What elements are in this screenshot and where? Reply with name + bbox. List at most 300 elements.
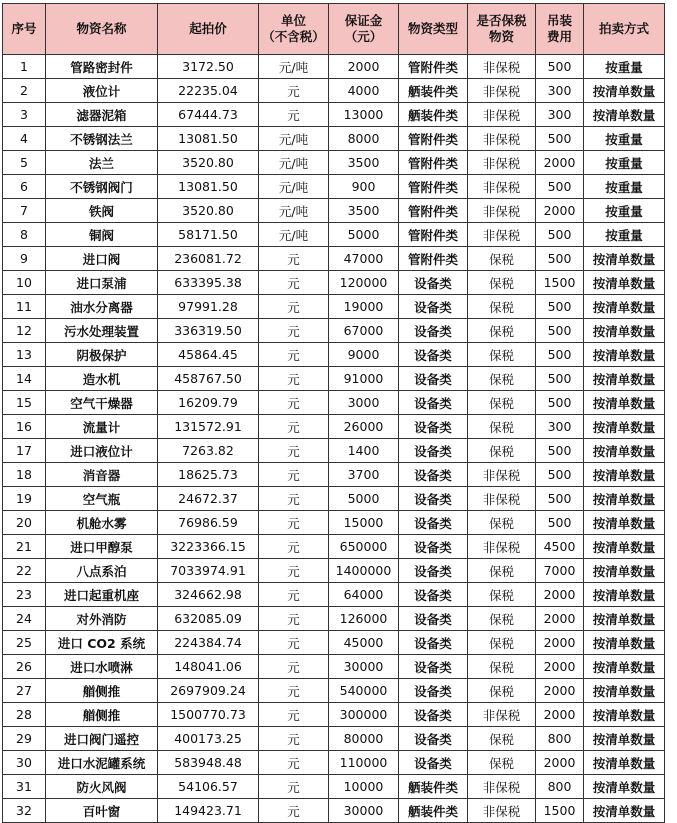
- cell-item-type: 管附件类: [399, 199, 468, 223]
- cell-auction-method: 按清单数量: [584, 703, 665, 727]
- cell-bonded: 非保税: [468, 103, 536, 127]
- table-row: [3, 199, 665, 223]
- table-row: [3, 175, 665, 199]
- cell-lifting-fee: 500: [536, 439, 584, 463]
- cell-start-price: 632085.09: [158, 607, 259, 631]
- cell-auction-method: 按清单数量: [584, 751, 665, 775]
- cell-deposit: 64000: [329, 583, 399, 607]
- cell-item-type: 设备类: [399, 535, 468, 559]
- cell-index: 1: [3, 55, 46, 79]
- cell-lifting-fee: 500: [536, 55, 584, 79]
- cell-deposit: 9000: [329, 343, 399, 367]
- cell-auction-method: 按清单数量: [584, 775, 665, 799]
- cell-start-price: 400173.25: [158, 727, 259, 751]
- cell-lifting-fee: 7000: [536, 559, 584, 583]
- cell-start-price: 3223366.15: [158, 535, 259, 559]
- cell-lifting-fee: 2000: [536, 151, 584, 175]
- cell-deposit: 26000: [329, 415, 399, 439]
- cell-deposit: 300000: [329, 703, 399, 727]
- cell-auction-method: 按清单数量: [584, 271, 665, 295]
- header-item-type: 物资类型: [399, 4, 468, 55]
- cell-bonded: 保税: [468, 559, 536, 583]
- cell-lifting-fee: 500: [536, 295, 584, 319]
- table-row: [3, 679, 665, 703]
- cell-index: 17: [3, 439, 46, 463]
- header-unit: [259, 4, 329, 55]
- cell-item-type: 管附件类: [399, 175, 468, 199]
- cell-item-name: 油水分离器: [46, 295, 158, 319]
- cell-item-name: 阴极保护: [46, 343, 158, 367]
- cell-auction-method: 按重量: [584, 55, 665, 79]
- cell-auction-method: 按清单数量: [584, 319, 665, 343]
- cell-item-name: 滤器泥箱: [46, 103, 158, 127]
- cell-index: 23: [3, 583, 46, 607]
- cell-deposit: 15000: [329, 511, 399, 535]
- cell-item-type: 设备类: [399, 703, 468, 727]
- cell-auction-method: 按清单数量: [584, 799, 665, 823]
- cell-index: 16: [3, 415, 46, 439]
- cell-lifting-fee: 300: [536, 79, 584, 103]
- cell-bonded: 保税: [468, 319, 536, 343]
- cell-deposit: 3500: [329, 199, 399, 223]
- header-lifting-fee-text: 吊装 费用: [546, 13, 572, 44]
- cell-start-price: 45864.45: [158, 343, 259, 367]
- cell-item-type: 管附件类: [399, 223, 468, 247]
- cell-lifting-fee: 500: [536, 247, 584, 271]
- cell-lifting-fee: 2000: [536, 631, 584, 655]
- cell-auction-method: 按重量: [584, 175, 665, 199]
- cell-deposit: 30000: [329, 799, 399, 823]
- cell-deposit: 126000: [329, 607, 399, 631]
- cell-unit: 元: [259, 439, 329, 463]
- cell-unit: 元: [259, 367, 329, 391]
- cell-start-price: 324662.98: [158, 583, 259, 607]
- cell-deposit: 67000: [329, 319, 399, 343]
- cell-index: 6: [3, 175, 46, 199]
- cell-item-type: 设备类: [399, 415, 468, 439]
- cell-start-price: 149423.71: [158, 799, 259, 823]
- cell-start-price: 16209.79: [158, 391, 259, 415]
- cell-item-type: 设备类: [399, 727, 468, 751]
- cell-bonded: 非保税: [468, 799, 536, 823]
- cell-item-name: 艏侧推: [46, 703, 158, 727]
- cell-lifting-fee: 2000: [536, 751, 584, 775]
- cell-item-type: 设备类: [399, 367, 468, 391]
- cell-unit: 元: [259, 247, 329, 271]
- cell-deposit: 900: [329, 175, 399, 199]
- cell-index: 3: [3, 103, 46, 127]
- cell-index: 10: [3, 271, 46, 295]
- cell-bonded: 保税: [468, 607, 536, 631]
- table-row: [3, 415, 665, 439]
- cell-start-price: 1500770.73: [158, 703, 259, 727]
- cell-start-price: 3520.80: [158, 151, 259, 175]
- cell-lifting-fee: 800: [536, 775, 584, 799]
- cell-unit: 元: [259, 391, 329, 415]
- cell-auction-method: 按清单数量: [584, 679, 665, 703]
- cell-item-name: 空气干燥器: [46, 391, 158, 415]
- cell-deposit: 13000: [329, 103, 399, 127]
- header-bonded-text: 是否保税 物资: [476, 13, 527, 44]
- cell-deposit: 10000: [329, 775, 399, 799]
- cell-lifting-fee: 2000: [536, 583, 584, 607]
- table-row: [3, 79, 665, 103]
- cell-deposit: 19000: [329, 295, 399, 319]
- cell-bonded: 保税: [468, 271, 536, 295]
- cell-bonded: 非保税: [468, 175, 536, 199]
- cell-item-name: 机舱水雾: [46, 511, 158, 535]
- cell-start-price: 67444.73: [158, 103, 259, 127]
- cell-start-price: 236081.72: [158, 247, 259, 271]
- cell-deposit: 30000: [329, 655, 399, 679]
- cell-item-type: 设备类: [399, 559, 468, 583]
- cell-lifting-fee: 500: [536, 487, 584, 511]
- header-deposit-text: 保证金 （元）: [344, 13, 383, 44]
- cell-auction-method: 按清单数量: [584, 391, 665, 415]
- header-index: 序号: [3, 4, 46, 55]
- cell-unit: 元: [259, 463, 329, 487]
- cell-deposit: 91000: [329, 367, 399, 391]
- cell-item-type: 设备类: [399, 487, 468, 511]
- cell-start-price: 13081.50: [158, 175, 259, 199]
- cell-unit: 元: [259, 103, 329, 127]
- cell-start-price: 2697909.24: [158, 679, 259, 703]
- cell-unit: 元/吨: [259, 199, 329, 223]
- cell-unit: 元/吨: [259, 223, 329, 247]
- table-row: [3, 799, 665, 823]
- cell-item-name: 铜阀: [46, 223, 158, 247]
- cell-item-name: 管路密封件: [46, 55, 158, 79]
- cell-index: 27: [3, 679, 46, 703]
- cell-item-name: 消音器: [46, 463, 158, 487]
- table-row: [3, 631, 665, 655]
- cell-lifting-fee: 500: [536, 391, 584, 415]
- cell-auction-method: 按清单数量: [584, 655, 665, 679]
- cell-auction-method: 按清单数量: [584, 535, 665, 559]
- cell-auction-method: 按清单数量: [584, 607, 665, 631]
- table-row: [3, 55, 665, 79]
- cell-bonded: 保税: [468, 343, 536, 367]
- cell-item-type: 设备类: [399, 583, 468, 607]
- cell-bonded: 非保税: [468, 55, 536, 79]
- cell-auction-method: 按清单数量: [584, 415, 665, 439]
- cell-deposit: 5000: [329, 223, 399, 247]
- table-row: [3, 511, 665, 535]
- cell-start-price: 22235.04: [158, 79, 259, 103]
- cell-start-price: 148041.06: [158, 655, 259, 679]
- cell-lifting-fee: 500: [536, 319, 584, 343]
- cell-deposit: 4000: [329, 79, 399, 103]
- cell-auction-method: 按清单数量: [584, 559, 665, 583]
- cell-lifting-fee: 500: [536, 511, 584, 535]
- cell-index: 15: [3, 391, 46, 415]
- cell-item-type: 设备类: [399, 343, 468, 367]
- cell-unit: 元: [259, 415, 329, 439]
- cell-auction-method: 按清单数量: [584, 631, 665, 655]
- cell-start-price: 7263.82: [158, 439, 259, 463]
- cell-item-type: 舾装件类: [399, 103, 468, 127]
- cell-start-price: 3172.50: [158, 55, 259, 79]
- cell-lifting-fee: 800: [536, 727, 584, 751]
- cell-index: 24: [3, 607, 46, 631]
- cell-deposit: 650000: [329, 535, 399, 559]
- cell-bonded: 保税: [468, 247, 536, 271]
- cell-bonded: 保税: [468, 655, 536, 679]
- table-row: [3, 127, 665, 151]
- cell-bonded: 非保税: [468, 151, 536, 175]
- cell-index: 2: [3, 79, 46, 103]
- header-deposit: [329, 4, 399, 55]
- cell-unit: 元: [259, 727, 329, 751]
- cell-unit: 元/吨: [259, 127, 329, 151]
- cell-lifting-fee: 500: [536, 463, 584, 487]
- cell-unit: 元/吨: [259, 55, 329, 79]
- cell-bonded: 非保税: [468, 463, 536, 487]
- cell-start-price: 24672.37: [158, 487, 259, 511]
- cell-item-name: 液位计: [46, 79, 158, 103]
- cell-item-name: 法兰: [46, 151, 158, 175]
- cell-index: 26: [3, 655, 46, 679]
- cell-bonded: 非保税: [468, 703, 536, 727]
- cell-item-type: 舾装件类: [399, 775, 468, 799]
- header-lifting-fee: [536, 4, 584, 55]
- cell-index: 13: [3, 343, 46, 367]
- cell-item-type: 设备类: [399, 655, 468, 679]
- cell-auction-method: 按重量: [584, 199, 665, 223]
- cell-deposit: 120000: [329, 271, 399, 295]
- table-body: [3, 55, 665, 823]
- cell-bonded: 非保税: [468, 775, 536, 799]
- table-row: [3, 367, 665, 391]
- cell-start-price: 7033974.91: [158, 559, 259, 583]
- cell-auction-method: 按清单数量: [584, 439, 665, 463]
- cell-bonded: 保税: [468, 511, 536, 535]
- table-row: [3, 391, 665, 415]
- cell-auction-method: 按清单数量: [584, 247, 665, 271]
- cell-auction-method: 按清单数量: [584, 367, 665, 391]
- cell-lifting-fee: 1500: [536, 271, 584, 295]
- cell-unit: 元: [259, 487, 329, 511]
- cell-deposit: 47000: [329, 247, 399, 271]
- cell-item-type: 设备类: [399, 463, 468, 487]
- cell-start-price: 97991.28: [158, 295, 259, 319]
- auction-items-table: [2, 3, 665, 823]
- cell-bonded: 保税: [468, 679, 536, 703]
- table-row: [3, 559, 665, 583]
- cell-lifting-fee: 300: [536, 103, 584, 127]
- cell-index: 29: [3, 727, 46, 751]
- cell-index: 5: [3, 151, 46, 175]
- cell-start-price: 3520.80: [158, 199, 259, 223]
- cell-unit: 元: [259, 295, 329, 319]
- cell-item-type: 管附件类: [399, 151, 468, 175]
- cell-deposit: 1400: [329, 439, 399, 463]
- cell-deposit: 3700: [329, 463, 399, 487]
- cell-index: 4: [3, 127, 46, 151]
- cell-auction-method: 按清单数量: [584, 295, 665, 319]
- table-row: [3, 247, 665, 271]
- cell-item-name: 造水机: [46, 367, 158, 391]
- cell-deposit: 2000: [329, 55, 399, 79]
- cell-bonded: 保税: [468, 727, 536, 751]
- cell-start-price: 633395.38: [158, 271, 259, 295]
- cell-auction-method: 按清单数量: [584, 511, 665, 535]
- cell-deposit: 80000: [329, 727, 399, 751]
- cell-item-name: 流量计: [46, 415, 158, 439]
- cell-bonded: 非保税: [468, 79, 536, 103]
- cell-unit: 元/吨: [259, 151, 329, 175]
- cell-item-type: 舾装件类: [399, 799, 468, 823]
- cell-deposit: 5000: [329, 487, 399, 511]
- cell-item-name: 百叶窗: [46, 799, 158, 823]
- cell-deposit: 45000: [329, 631, 399, 655]
- cell-lifting-fee: 500: [536, 223, 584, 247]
- cell-unit: 元: [259, 679, 329, 703]
- cell-unit: 元/吨: [259, 175, 329, 199]
- cell-item-name: 污水处理装置: [46, 319, 158, 343]
- table-row: [3, 487, 665, 511]
- cell-start-price: 583948.48: [158, 751, 259, 775]
- cell-unit: 元: [259, 655, 329, 679]
- cell-item-type: 设备类: [399, 607, 468, 631]
- header-start-price: 起拍价: [158, 4, 259, 55]
- header-item-name: 物资名称: [46, 4, 158, 55]
- cell-item-name: 艏侧推: [46, 679, 158, 703]
- cell-bonded: 非保税: [468, 223, 536, 247]
- cell-lifting-fee: 500: [536, 367, 584, 391]
- table-row: [3, 295, 665, 319]
- cell-item-type: 设备类: [399, 511, 468, 535]
- cell-bonded: 非保税: [468, 127, 536, 151]
- cell-item-name: 进口水喷淋: [46, 655, 158, 679]
- cell-auction-method: 按清单数量: [584, 463, 665, 487]
- cell-deposit: 8000: [329, 127, 399, 151]
- cell-item-type: 设备类: [399, 271, 468, 295]
- header-bonded: [468, 4, 536, 55]
- table-row: [3, 463, 665, 487]
- cell-item-name: 进口阀门遥控: [46, 727, 158, 751]
- cell-item-name: 防火风阀: [46, 775, 158, 799]
- cell-lifting-fee: 500: [536, 343, 584, 367]
- cell-start-price: 336319.50: [158, 319, 259, 343]
- cell-index: 11: [3, 295, 46, 319]
- cell-unit: 元: [259, 271, 329, 295]
- cell-lifting-fee: 500: [536, 127, 584, 151]
- cell-item-name: 进口起重机座: [46, 583, 158, 607]
- cell-unit: 元: [259, 631, 329, 655]
- cell-index: 14: [3, 367, 46, 391]
- cell-start-price: 458767.50: [158, 367, 259, 391]
- table-row: [3, 151, 665, 175]
- cell-item-name: 进口水泥罐系统: [46, 751, 158, 775]
- table-header-row: [3, 4, 665, 55]
- cell-unit: 元: [259, 535, 329, 559]
- cell-item-name: 八点系泊: [46, 559, 158, 583]
- cell-unit: 元: [259, 343, 329, 367]
- cell-start-price: 224384.74: [158, 631, 259, 655]
- cell-item-type: 管附件类: [399, 247, 468, 271]
- table-row: [3, 271, 665, 295]
- cell-lifting-fee: 2000: [536, 655, 584, 679]
- cell-index: 19: [3, 487, 46, 511]
- cell-bonded: 保税: [468, 391, 536, 415]
- cell-unit: 元: [259, 607, 329, 631]
- cell-index: 18: [3, 463, 46, 487]
- table-row: [3, 103, 665, 127]
- cell-unit: 元: [259, 583, 329, 607]
- cell-item-name: 铁阀: [46, 199, 158, 223]
- cell-item-name: 进口液位计: [46, 439, 158, 463]
- cell-lifting-fee: 300: [536, 415, 584, 439]
- table-row: [3, 535, 665, 559]
- cell-index: 8: [3, 223, 46, 247]
- cell-unit: 元: [259, 703, 329, 727]
- cell-item-type: 设备类: [399, 751, 468, 775]
- table-row: [3, 319, 665, 343]
- cell-item-name: 进口甲醇泵: [46, 535, 158, 559]
- cell-index: 20: [3, 511, 46, 535]
- auction-table-container: [2, 3, 665, 823]
- cell-bonded: 保税: [468, 367, 536, 391]
- cell-item-name: 不锈钢阀门: [46, 175, 158, 199]
- table-row: [3, 751, 665, 775]
- cell-auction-method: 按清单数量: [584, 727, 665, 751]
- cell-unit: 元: [259, 751, 329, 775]
- table-row: [3, 223, 665, 247]
- cell-bonded: 保税: [468, 439, 536, 463]
- cell-unit: 元: [259, 319, 329, 343]
- table-row: [3, 607, 665, 631]
- cell-auction-method: 按清单数量: [584, 343, 665, 367]
- table-row: [3, 655, 665, 679]
- cell-bonded: 保税: [468, 415, 536, 439]
- header-auction-method: 拍卖方式: [584, 4, 665, 55]
- cell-item-name: 空气瓶: [46, 487, 158, 511]
- cell-deposit: 3000: [329, 391, 399, 415]
- cell-item-name: 进口阀: [46, 247, 158, 271]
- cell-bonded: 保税: [468, 295, 536, 319]
- cell-item-type: 设备类: [399, 391, 468, 415]
- cell-item-type: 设备类: [399, 439, 468, 463]
- cell-bonded: 非保税: [468, 199, 536, 223]
- cell-start-price: 131572.91: [158, 415, 259, 439]
- cell-unit: 元: [259, 799, 329, 823]
- cell-unit: 元: [259, 79, 329, 103]
- cell-lifting-fee: 4500: [536, 535, 584, 559]
- cell-item-name: 对外消防: [46, 607, 158, 631]
- cell-item-type: 舾装件类: [399, 79, 468, 103]
- cell-bonded: 非保税: [468, 535, 536, 559]
- cell-index: 30: [3, 751, 46, 775]
- cell-bonded: 保税: [468, 751, 536, 775]
- cell-auction-method: 按清单数量: [584, 583, 665, 607]
- cell-item-type: 管附件类: [399, 127, 468, 151]
- cell-lifting-fee: 1500: [536, 799, 584, 823]
- cell-auction-method: 按清单数量: [584, 79, 665, 103]
- cell-start-price: 54106.57: [158, 775, 259, 799]
- cell-item-name: 进口泵浦: [46, 271, 158, 295]
- cell-index: 7: [3, 199, 46, 223]
- cell-index: 9: [3, 247, 46, 271]
- cell-start-price: 13081.50: [158, 127, 259, 151]
- table-row: [3, 727, 665, 751]
- cell-start-price: 18625.73: [158, 463, 259, 487]
- cell-item-type: 管附件类: [399, 55, 468, 79]
- cell-start-price: 58171.50: [158, 223, 259, 247]
- cell-start-price: 76986.59: [158, 511, 259, 535]
- cell-bonded: 保税: [468, 631, 536, 655]
- cell-auction-method: 按清单数量: [584, 487, 665, 511]
